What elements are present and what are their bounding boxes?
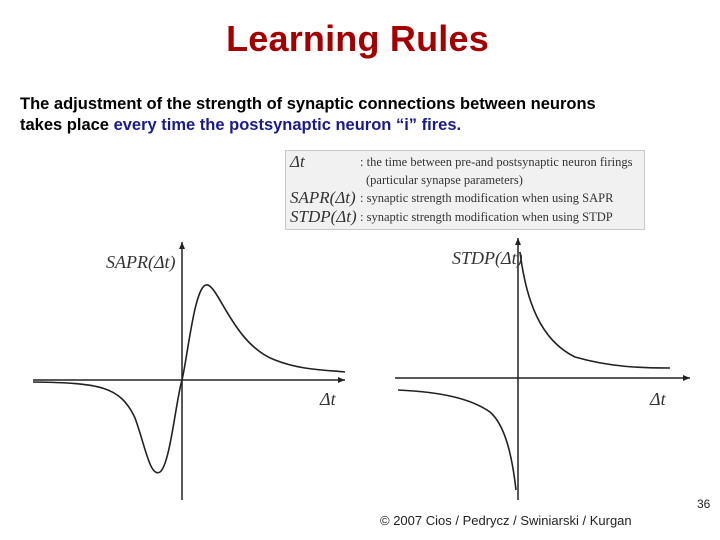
legend-description: (particular synapse parameters) [366,173,523,187]
legend-symbol: SAPR(Δt) [290,188,356,207]
body-line-2-highlight: every time the postsynaptic neuron “i” fires. [113,116,462,134]
stdp-y-label: STDP(Δt) [452,248,523,268]
sapr-graph [33,242,345,500]
sapr-curve [33,285,345,473]
slide-title: Learning Rules [226,18,489,59]
legend-description: : synaptic strength modification when using STDP [360,210,613,224]
stdp-graph [395,238,690,500]
legend-symbol: STDP(Δt) [290,207,357,226]
page-number: 36 [697,497,711,511]
copyright-footer: © 2007 Cios / Pedrycz / Swiniarski / Kurgan [380,513,632,528]
stdp-curve-positive [520,252,670,368]
legend-description: : synaptic strength modification when using SAPR [360,191,614,205]
body-line-2-prefix: takes place [20,116,114,134]
legend-description: : the time between pre-and postsynaptic neuron firings [360,155,633,169]
stdp-curve-negative [398,390,516,490]
stdp-x-label: Δt [650,389,666,409]
sapr-y-label: SAPR(Δt) [106,252,176,272]
body-line-1: The adjustment of the strength of synaptic connections between neurons [20,95,596,113]
legend-symbol: Δt [290,152,305,171]
sapr-x-label: Δt [320,389,336,409]
